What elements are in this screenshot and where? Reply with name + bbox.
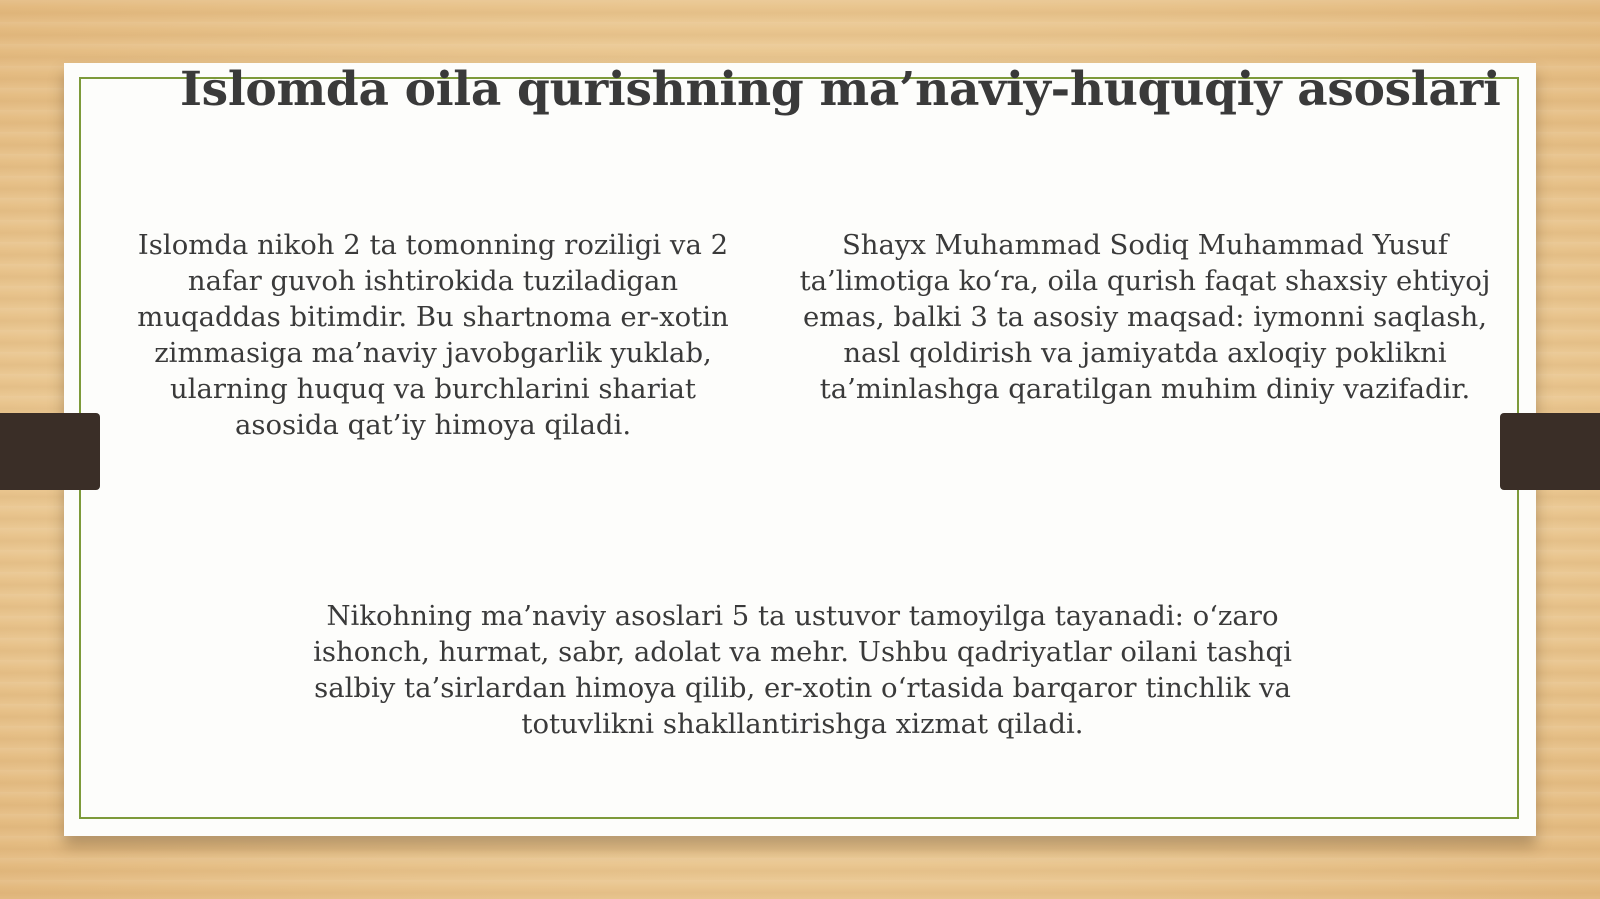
left-binder-tab: [0, 413, 100, 490]
slide-title: Islomda oila qurishning ma’naviy-huquqiy asoslari: [180, 62, 1501, 117]
left-text-block: Islomda nikoh 2 ta tomonning roziligi va 2 nafar guvoh ishtirokida tuziladigan muqaddas bitimdir. Bu shartnoma er-xotin zimmasiga ma’naviy javobgarlik yuklab, ularning huquq va burchlarini shariat asosida qat’iy himoya qiladi.: [137, 229, 729, 441]
right-text-block: Shayx Muhammad Sodiq Muhammad Yusuf ta’limotiga ko‘ra, oila qurish faqat shaxsiy ehtiyoj emas, balki 3 ta asosiy maqsad: iymonni saqlash, nasl qoldirish va jamiyatda axloqiy poklikni ta’minlashga qaratilgan muhim diniy vazifadir.: [799, 229, 1491, 405]
right-binder-tab: [1500, 413, 1600, 490]
bottom-text-block: Nikohning ma’naviy asoslari 5 ta ustuvor tamoyilga tayanadi: o‘zaro ishonch, hurmat, sabr, adolat va mehr. Ushbu qadriyatlar oilani tashqi salbiy ta’sirlardan himoya qilib, er-xotin o‘rtasida barqaror tinchlik va totuvlikni shakllantirishga xizmat qiladi.: [313, 600, 1292, 740]
